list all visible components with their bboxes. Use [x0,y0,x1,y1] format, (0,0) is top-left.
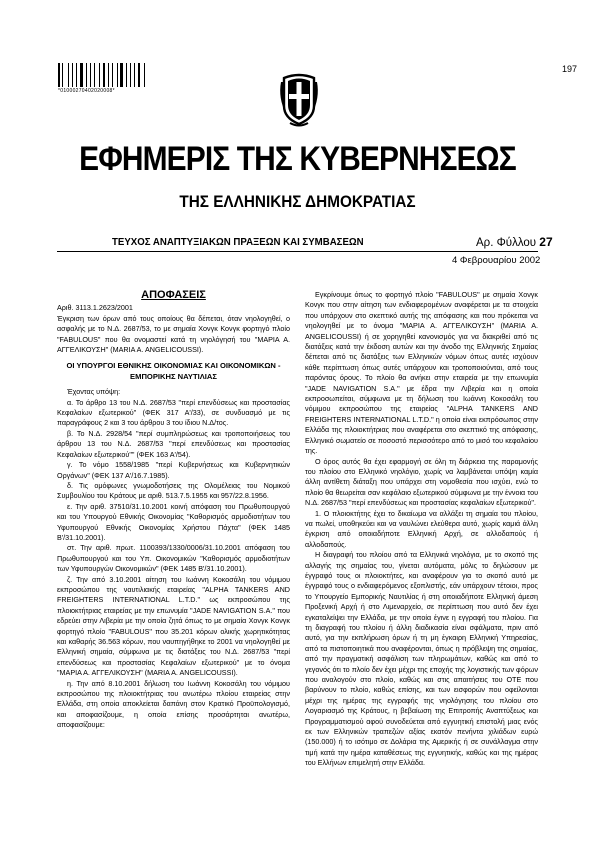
barcode-bar [144,63,145,87]
list-item: γ. Το νόμο 1558/1985 "περί Κυβερνήσεως και Κυβερνητικών Οργάνων" (ΦΕΚ 137 Α'/16.7.1985). [57,460,290,480]
barcode-bar [132,63,134,87]
barcode-bar [76,63,78,87]
section-heading: ΑΠΟΦΑΣΕΙΣ [141,289,206,301]
barcode-bar [92,63,93,87]
barcode-bar [130,63,131,87]
gazette-title: ΕΦΗΜΕΡΙΣ ΤΗΣ ΚΥΒΕΡΝΗΣΕΩΣ [79,140,516,178]
barcode [58,63,148,87]
barcode-bar [117,63,118,87]
barcode-bar [87,63,89,87]
barcode-bar [136,63,137,87]
gazette-subtitle: ΤΗΣ ΕΛΛΗΝΙΚΗΣ ΔΗΜΟΚΡΑΤΙΑΣ [179,192,416,211]
barcode-bar [114,63,116,87]
issue-series: ΤΕΥΧΟΣ ΑΝΑΠΤΥΞΙΑΚΩΝ ΠΡΑΞΕΩΝ ΚΑΙ ΣΥΜΒΑΣΕΩΝ [112,236,364,248]
decision-title: Έγκριση των όρων από τους οποίους θα δέπεται, όταν νηολογηθεί, ο ασφαλής με το Ν.Δ. 2687/53, το με σημαία Χονγκ Κονγκ φορτηγό πλοίο "FABULOUS" που θα ονομαστεί κατά τη νηολόγησή του "ΜΑΡΙΑ Α. ΑΓΓΕΛΙΚΟΥΣΗ" (MARIA A. ANGELICOUSSI). [57,313,290,355]
barcode-bar [61,63,62,87]
left-column [57,290,290,731]
barcode-bar [126,63,128,87]
barcode-bar [110,63,112,87]
barcode-bar [80,63,82,87]
barcode-bar [106,63,107,87]
barcode-bar [134,63,135,87]
barcode-bar [108,63,109,87]
paragraph: 1. Ο πλοιοκτήτης έχει το δικαίωμα να αλλάξει τη σημαία του πλοίου, να πωλεί, υποθηκεύει και να ναυλώνει ελεύθερα αυτό, χωρίς καμιά άλλη έγκριση από οποιαδήποτε Ελληνική Αρχή, σε αλλοδαπούς ή αλλοδαπούς. [305,508,538,549]
barcode-bar [84,63,85,87]
list-item: ζ. Την από 3.10.2001 αίτηση του Ιωάννη Κοκοσάλη του νόμιμου εκπροσώπου της ναυτιλιακής εταιρείας "ALPHA TANKERS AND FREIGHTERS INTERNATIONAL L.T.D." ως εκπροσώπου της πλοιοκτήτριας εταιρείας με την επωνυμία "JADE NAVIGATION S.A." που εδρεύει στην Λιβερία με την οποία ζητά όπως το με σημαία Χονγκ Κονγκ φορτηγό πλοίο "FABULOUS" που 35.201 κόρων ολικής χωρητικότητας και καθαρής 36.563 κόρων, που ναυπηγήθηκε το 2001 να νηολογηθεί με Ελληνική σημαία, σύμφωνα με τις διατάξεις του Ν.Δ. 2687/53 "περί επενδύσεως και προστασίας Κεφαλαίων εξωτερικού" με το όνομα "ΜΑΡΙΑ Α. ΑΓΓΕΛΙΚΟΥΣΗ" (MARIA A. ANGELICOUSSI). [57,574,290,678]
paragraph: Εγκρίνουμε όπως το φορτηγό πλοίο "FABULOUS" με σημαία Χονγκ Κονγκ που στην αίτηση των ενδιαφερομένων αναφέρεται με τα στοιχεία που υπάρχουν στο σκεπτικό αυτής της απόφασης και που πρόκειται να νηολογηθεί με το όνομα "ΜΑΡΙΑ Α. ΑΓΓΕΛΙΚΟΥΣΗ" (MARIA A. ANGELICOUSSI) ή σε χορηγηθεί κανονισμός για να διακριθεί από τις διατάξεις κατά την έκδοση αυτών και την άνοδο της Ελληνικής Σημαίας δέπεται από τις διατάξεις των Ελληνικών νόμων όπως αυτές ισχύουν κάθε περίπτωση όπως αυτές υπάρχουν και τροποποιούνται, από τους παρόντας όρους. Το πλοίο θα ανήκει στην εταιρεία με την επωνυμία "JADE NAVIGATION S.A." με έδρα την Λιβερία και η οποία εκπροσωπείται, σύμφωνα με τη δήλωση του Ιωάννη Κοκοσάλη του νόμιμου εκπροσώπου της εταιρείας "ALPHA TANKERS AND FREIGHTERS INTERNATIONAL L.T.D." η οποία είναι εκπρόσωπος στην Ελλάδα της πλοιοκτήτριας που αναφέρεται στο σκεπτικό της απόφασης, Ελληνικό σωματείο σε ποσοστό περισσότερο από το μισό του κεφαλαίου της. [305,290,538,456]
barcode-bar [124,63,125,87]
greek-emblem-icon [278,68,320,128]
barcode-bar [70,63,72,87]
barcode-bar [58,63,60,87]
barcode-bar [120,63,122,87]
barcode-bar [128,63,129,87]
barcode-bar [138,63,140,87]
barcode-bar [74,63,75,87]
list-item: δ. Τις ομόφωνες γνωμοδοτήσεις της Ολομέλειας του Νομικού Συμβουλίου του Κράτους με αριθ. 513.7.5.1955 και 957/22.8.1956. [57,480,290,501]
barcode-bar [96,63,98,87]
barcode-bar [64,63,66,87]
barcode-bar [72,63,73,87]
barcode-bar [112,63,113,87]
list-item: στ. Την αριθ. πρωτ. 1100393/1330/0006/31.10.2001 απόφαση του Πρωθυπουργού και του Υπ. Οικονομικών "Καθορισμός αρμοδιοτήτων των Υφυπουργών Οικονομικών" (ΦΕΚ 1485 Β'/31.10.2001). [57,543,290,574]
list-item: β. Το Ν.Δ. 2928/54 "περί συμπληρώσεως και τροποποιήσεως του άρθρου 13 του Ν.Δ. 2687/53 "περί επενδύσεως και προστασίας Κεφαλαίων εξωτερικού"" (ΦΕΚ 163 Α'/54). [57,428,290,459]
header-rule [57,251,538,252]
issue-date: 4 Φεβρουαρίου 2002 [452,255,541,266]
barcode-bar [78,63,79,87]
barcode-bar [99,63,100,87]
paragraph: Ο όρος αυτός θα έχει εφαρμογή σε όλη τη διάρκεια της παραμονής του πλοίου στο Ελληνικό νηολόγιο, χωρίς να λαμβάνεται υπόψη καμία άλλη αντίθετη διάταξη που υπάρχει στη νομοθεσία που ισχύει, ενώ το πλοίο θα θεωρείται σαν κεφάλαιο εξωτερικού σύμφωνα με την έννοια του Ν.Δ. 2687/53 "περί επενδύσεως και προστασίας κεφαλαίων εξωτερικού". [305,456,538,508]
barcode-bar [62,63,63,87]
barcode-text: *01000270402020008* [58,88,115,94]
barcode-bar [94,63,96,87]
list-item: ε. Την αριθ. 37510/31.10.2001 κοινή απόφαση του Πρωθυπουργού και του Υπουργού Εθνικής Οικονομίας "Καθορισμός αρμοδιοτήτων του Υφυπουργού Εθνικής Οικονομίας Χρήστου Πάχτα" (ΦΕΚ 1485 Β'/31.10.2001). [57,501,290,542]
sheet-number: Αρ. Φύλλου 27 [476,235,553,249]
barcode-bar [146,63,147,87]
barcode-bar [103,63,105,87]
barcode-bar [68,63,69,87]
barcode-bar [86,63,87,87]
paragraph: Η διαγραφή του πλοίου από τα Ελληνικά νηολόγια, με το σκοπό της αλλαγής της σημαίας του, γίνεται αυτόματα, μόλις το δηλώσουν με έγγραφό τους οι πλοιοκτήτες, και αναφέρουν για το σκοπό αυτό με έγγραφό τους ο ενδιαφερόμενος εξοπλιστής, εάν υπάρχουν τέτοιοι, προς το Υπουργείο Εμπορικής Ναυτιλίας ή στη οποιαδήποτε Ελληνική άμεση Προξενική Αρχή ή στο Λιμεναρχείο, σε περίπτωση που αυτό δεν έχει εγκαταλείψει την Ελλάδα, με την οποία έγινε η εγγραφή του πλοίου. Για τη διαγραφή του πλοίου ή άλλη διαδικασία είναι σφάλματα, πριν από αυτό, για την εκπλήρωση όρων ή τη μη έγκαιρη Ελληνική Υπηρεσίας, από τα πιστοποιητικά που αναφέρονται, όπως η πρόβλεψη της σημαίας, από την πραγματική ασφάλιση των πληρωμάτων, καθώς και από το γεγονός ότι το πλοίο δεν έχει μέχρι της εποχής της λογιστικής των φόρων που αναλογούν στο πλοίο, καθώς και στις απαιτήσεις του ΟΤΕ που βαρύνουν το πλοίο, καθώς επίσης, και των εισφορών που οφείλονται μέχρι της ημέρας της εγγραφής της νηολόγησης του πλοίου στο Λογαριασμό της Κράτους, η βεβαίωση της Επιτροπής Αναπτύξεως και Προγραμματισμού αφού συνοδεύεται από εγγυητική επιστολή μιας ενός εκ των Ελληνικών τραπεζών αξίας εκατόν πενήντα χιλιάδων ευρώ (150.000) ή το ισότιμο σε Δολάρια της Αμερικής ή σε συνάλλαγμα στην τιμή κατά την ημέρα καταθέσεως της εγγυητικής, καθώς και της ημέρας του Ελλήνων επιμελητή στην Ελλάδα. [305,550,538,768]
list-item: η. Την από 8.10.2001 δήλωση του Ιωάννη Κοκοσάλη του νόμιμου εκπροσώπου της πλοιοκτήτριας του ανωτέρω πλοίου εταιρείας στην Ελλάδα, στη οποία αποκλείεται δαπάνη στον Κρατικό Προϋπολογισμό, και αποφασίζουμε, η οποία επίσης προσάρτηται ανωτέρω, αποφασίζουμε: [57,678,290,730]
right-column [305,290,538,769]
decision-number: Αριθ. 3113.1.2623/2001 [57,303,133,313]
barcode-bar [90,63,91,87]
list-item: α. Το άρθρο 13 του Ν.Δ. 2687/53 "περί επενδύσεως και προστασίας Κεφαλαίων εξωτερικού" (ΦΕΚ 317 Α'/33), σε συνδυασμό με τις παραγράφους 2 και 3 του άρθρου 3 του ίδιου Ν.Δ/τος. [57,397,290,428]
barcode-bar [141,63,143,87]
page-number: 197 [562,64,578,74]
considering-label: Έχοντας υπόψη: [67,387,121,397]
ministries-heading: ΟΙ ΥΠΟΥΡΓΟΙ ΕΘΝΙΚΗΣ ΟΙΚΟΝΟΜΙΑΣ ΚΑΙ ΟΙΚΟΝΟΜΙΚΩΝ - ΕΜΠΟΡΙΚΗΣ ΝΑΥΤΙΛΙΑΣ [66,361,281,381]
barcode-bar [118,63,119,87]
barcode-bar [101,63,102,87]
